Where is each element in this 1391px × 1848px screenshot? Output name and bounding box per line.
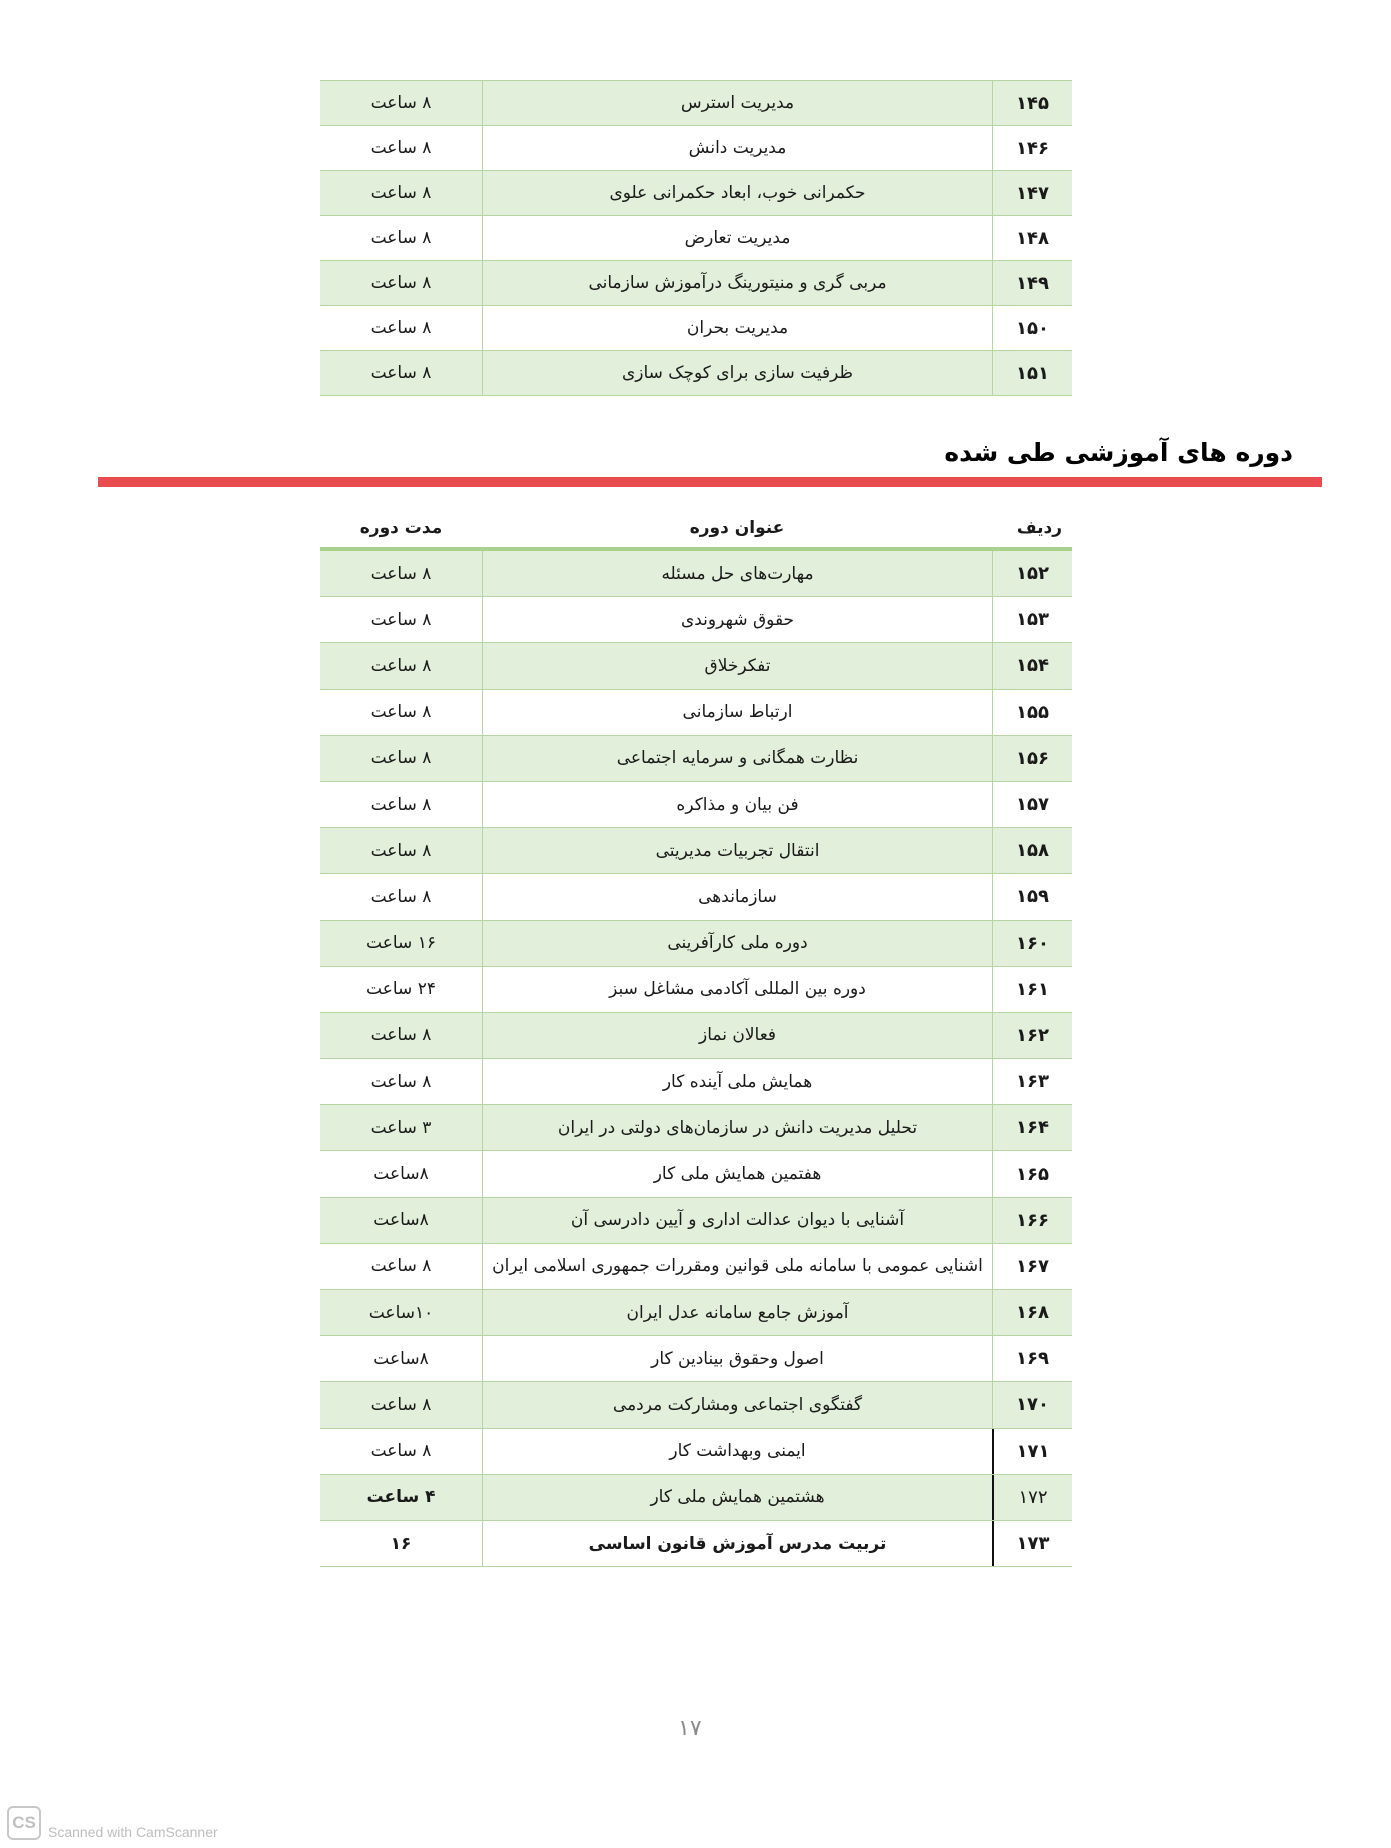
row-number: ۱۷۲ — [992, 1475, 1072, 1520]
row-number: ۱۶۵ — [992, 1151, 1072, 1196]
course-title: تربیت مدرس آموزش قانون اساسی — [482, 1521, 992, 1566]
table-row — [320, 1290, 1072, 1336]
table-row — [320, 1244, 1072, 1290]
camscanner-logo-icon: CS — [7, 1806, 41, 1840]
course-title: ظرفیت سازی برای کوچک سازی — [482, 351, 992, 395]
table-row — [320, 1151, 1072, 1197]
table-row — [320, 306, 1072, 351]
row-number: ۱۵۱ — [992, 351, 1072, 395]
row-number: ۱۶۳ — [992, 1059, 1072, 1104]
row-number: ۱۷۳ — [992, 1521, 1072, 1566]
row-number: ۱۴۸ — [992, 216, 1072, 260]
course-title: مدیریت دانش — [482, 126, 992, 170]
row-number: ۱۶۷ — [992, 1244, 1072, 1289]
row-number: ۱۴۶ — [992, 126, 1072, 170]
course-duration: ۸ ساعت — [370, 609, 432, 630]
table-row — [320, 1336, 1072, 1382]
course-title: گفتگوی اجتماعی ومشارکت مردمی — [482, 1382, 992, 1427]
courses-table-continued — [320, 80, 1072, 396]
table-row — [320, 551, 1072, 597]
table-row — [320, 1429, 1072, 1475]
course-duration: ۴ ساعت — [366, 1487, 436, 1508]
course-duration: ۸ ساعت — [370, 655, 432, 676]
course-duration: ۸ ساعت — [370, 563, 432, 584]
course-title: مدیریت تعارض — [482, 216, 992, 260]
table-row — [320, 874, 1072, 920]
course-duration: ۸ ساعت — [370, 273, 432, 293]
course-duration: ۲۴ ساعت — [366, 979, 436, 1000]
row-number: ۱۶۴ — [992, 1105, 1072, 1150]
course-title: فعالان نماز — [482, 1013, 992, 1058]
table-row — [320, 126, 1072, 171]
row-number: ۱۶۰ — [992, 921, 1072, 966]
table-row — [320, 351, 1072, 396]
table-row — [320, 1382, 1072, 1428]
course-title: ایمنی وبهداشت کار — [482, 1429, 992, 1474]
table-row — [320, 216, 1072, 261]
row-number: ۱۵۹ — [992, 874, 1072, 919]
section-divider-bar — [98, 477, 1322, 487]
course-title: نظارت همگانی و سرمایه اجتماعی — [482, 736, 992, 781]
course-title: مدیریت استرس — [482, 81, 992, 125]
table-row — [320, 1013, 1072, 1059]
row-number: ۱۵۶ — [992, 736, 1072, 781]
course-duration: ۳ ساعت — [370, 1117, 432, 1138]
course-title: دوره ملی کارآفرینی — [482, 921, 992, 966]
course-duration: ۸ ساعت — [370, 1256, 432, 1277]
table-row — [320, 1059, 1072, 1105]
header-course-title: عنوان دوره — [689, 517, 785, 538]
table-row — [320, 261, 1072, 306]
course-duration: ۸ساعت — [373, 1164, 429, 1185]
table-header — [320, 508, 1072, 547]
course-title: همایش ملی آینده کار — [482, 1059, 992, 1104]
row-number: ۱۶۱ — [992, 967, 1072, 1012]
course-title: آموزش جامع سامانه عدل ایران — [482, 1290, 992, 1335]
table-row — [320, 1475, 1072, 1521]
course-title: هشتمین همایش ملی کار — [482, 1475, 992, 1520]
course-title: حکمرانی خوب، ابعاد حکمرانی علوی — [482, 171, 992, 215]
course-duration: ۸ ساعت — [370, 1071, 432, 1092]
course-title: سازماندهی — [482, 874, 992, 919]
row-number: ۱۷۰ — [992, 1382, 1072, 1427]
table-row — [320, 782, 1072, 828]
table-row — [320, 1521, 1072, 1567]
course-duration: ۸ ساعت — [370, 748, 432, 769]
course-duration: ۸ ساعت — [370, 228, 432, 248]
course-title: مربی گری و منیتورینگ درآموزش سازمانی — [482, 261, 992, 305]
course-title: مدیریت بحران — [482, 306, 992, 350]
course-duration: ۸ ساعت — [370, 363, 432, 383]
table-row — [320, 643, 1072, 689]
row-number: ۱۵۲ — [992, 551, 1072, 596]
course-duration: ۸ ساعت — [370, 138, 432, 158]
page-number: ۱۷ — [678, 1716, 702, 1741]
course-duration: ۱۶ — [390, 1533, 412, 1554]
course-duration: ۸ساعت — [373, 1348, 429, 1369]
course-duration: ۸ ساعت — [370, 93, 432, 113]
table-row — [320, 1198, 1072, 1244]
completed-courses-table — [320, 551, 1072, 1567]
course-duration: ۸ ساعت — [370, 702, 432, 723]
course-duration: ۸ ساعت — [370, 1441, 432, 1462]
row-number: ۱۴۵ — [992, 81, 1072, 125]
table-row — [320, 81, 1072, 126]
course-duration: ۸ ساعت — [370, 183, 432, 203]
table-row — [320, 736, 1072, 782]
row-number: ۱۶۶ — [992, 1198, 1072, 1243]
course-duration: ۸ ساعت — [370, 318, 432, 338]
course-duration: ۸ ساعت — [370, 1025, 432, 1046]
course-title: آشنایی با دیوان عدالت اداری و آیین دادرسی آن — [482, 1198, 992, 1243]
course-title: هفتمین همایش ملی کار — [482, 1151, 992, 1196]
row-number: ۱۶۲ — [992, 1013, 1072, 1058]
row-number: ۱۴۷ — [992, 171, 1072, 215]
row-number: ۱۵۵ — [992, 690, 1072, 735]
course-title: حقوق شهروندی — [482, 597, 992, 642]
table-row — [320, 1105, 1072, 1151]
course-duration: ۸ ساعت — [370, 794, 432, 815]
table-row — [320, 921, 1072, 967]
row-number: ۱۵۰ — [992, 306, 1072, 350]
course-title: اصول وحقوق بینادین کار — [482, 1336, 992, 1381]
course-title: فن بیان و مذاکره — [482, 782, 992, 827]
row-number: ۱۷۱ — [992, 1429, 1072, 1474]
watermark-text: Scanned with CamScanner — [48, 1824, 218, 1840]
course-title: مهارت‌های حل مسئله — [482, 551, 992, 596]
course-duration: ۸ساعت — [373, 1210, 429, 1231]
row-number: ۱۵۷ — [992, 782, 1072, 827]
row-number: ۱۴۹ — [992, 261, 1072, 305]
table-row — [320, 171, 1072, 216]
course-title: دوره بین المللی آکادمی مشاغل سبز — [482, 967, 992, 1012]
row-number: ۱۵۴ — [992, 643, 1072, 688]
course-title: تفکرخلاق — [482, 643, 992, 688]
row-number: ۱۶۹ — [992, 1336, 1072, 1381]
row-number: ۱۵۸ — [992, 828, 1072, 873]
row-number: ۱۶۸ — [992, 1290, 1072, 1335]
course-title: انتقال تجربیات مدیریتی — [482, 828, 992, 873]
table-row — [320, 828, 1072, 874]
table-row — [320, 597, 1072, 643]
course-duration: ۸ ساعت — [370, 886, 432, 907]
course-title: ارتباط سازمانی — [482, 690, 992, 735]
table-row — [320, 967, 1072, 1013]
course-duration: ۱۰ساعت — [368, 1302, 434, 1323]
row-number: ۱۵۳ — [992, 597, 1072, 642]
course-title: تحلیل مدیریت دانش در سازمان‌های دولتی در ایران — [482, 1105, 992, 1150]
course-duration: ۸ ساعت — [370, 840, 432, 861]
table-row — [320, 690, 1072, 736]
header-row-number: ردیف — [1016, 517, 1062, 538]
course-title: اشنایی عمومی با سامانه ملی قوانین ومقررات جمهوری اسلامی ایران — [482, 1244, 992, 1289]
section-heading: دوره های آموزشی طی شده — [944, 438, 1293, 467]
course-duration: ۱۶ ساعت — [366, 933, 436, 954]
header-course-duration: مدت دوره — [359, 517, 443, 538]
course-duration: ۸ ساعت — [370, 1394, 432, 1415]
